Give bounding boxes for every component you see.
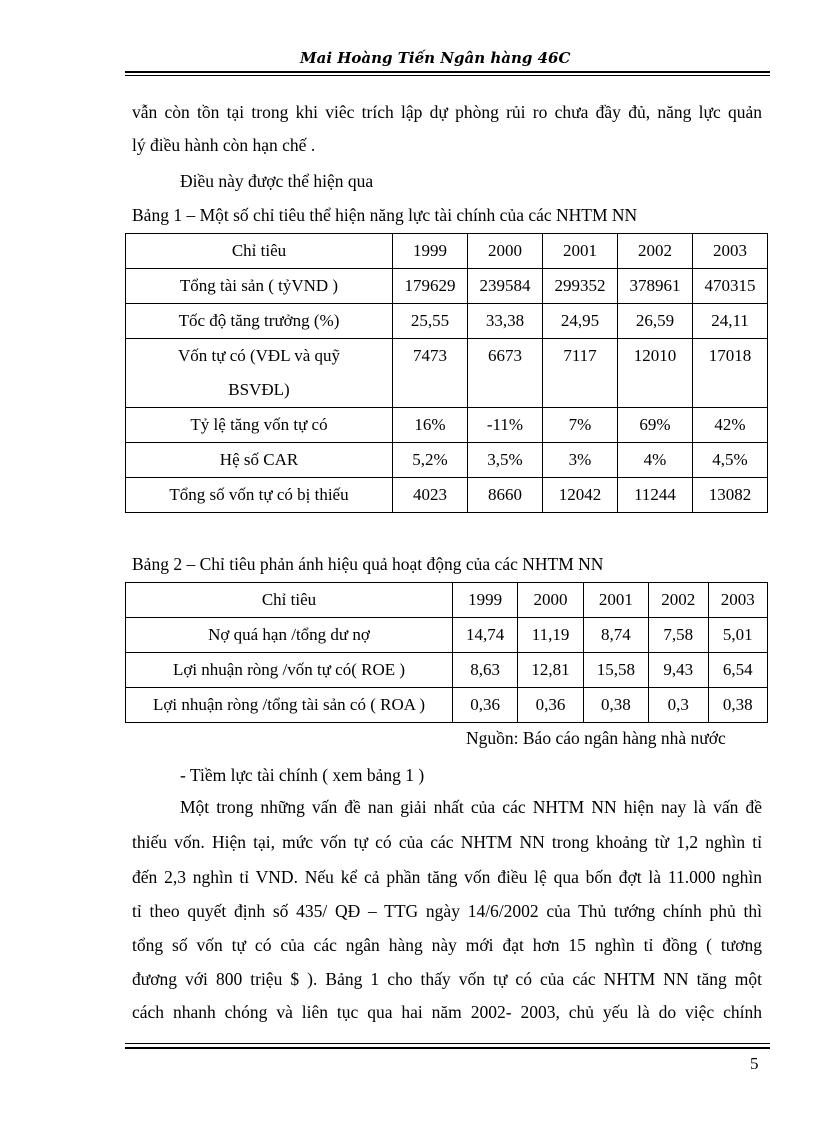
table-header-row	[126, 234, 768, 269]
footer-rule-thin	[125, 1043, 770, 1044]
table-cell: 378961	[618, 269, 693, 304]
table-header-cell: 2000	[518, 583, 583, 618]
table-cell: 3%	[543, 443, 618, 478]
table-cell: 11244	[618, 478, 693, 513]
table-header-cell: 2001	[543, 234, 618, 269]
body-line: tỉ theo quyết định số 435/ QĐ – TTG ngày 14/6/2002 của Thủ tướng chính phủ thì	[132, 901, 762, 921]
body-line: thiếu vốn. Hiện tại, mức vốn tự có của các NHTM NN trong khoảng từ 1,2 nghìn tỉ	[132, 832, 762, 852]
table-cell: 239584	[468, 269, 543, 304]
table-cell: 12042	[543, 478, 618, 513]
table-cell: -11%	[468, 408, 543, 443]
table-cell: 7%	[543, 408, 618, 443]
table1-caption: Bảng 1 – Một số chỉ tiêu thể hiện năng lực tài chính của các NHTM NN	[132, 205, 638, 225]
table-cell: 7473	[393, 339, 468, 408]
table-cell: Lợi nhuận ròng /vốn tự có( ROE )	[126, 653, 453, 688]
table-cell: 5,2%	[393, 443, 468, 478]
table-cell: 24,95	[543, 304, 618, 339]
table-row	[126, 478, 768, 513]
footer-rule	[125, 1047, 770, 1049]
table-header-cell: 2000	[468, 234, 543, 269]
table-cell: 9,43	[649, 653, 708, 688]
running-header: Mai Hoàng Tiến Ngân hàng 46C	[300, 49, 571, 67]
table-header-cell: 2001	[583, 583, 648, 618]
table-cell: 4%	[618, 443, 693, 478]
table-cell	[126, 339, 393, 408]
table-cell: 0,36	[518, 688, 583, 723]
table-cell: 6673	[468, 339, 543, 408]
table-cell-line: Vốn tự có (VĐL và quỹ	[177, 346, 341, 365]
table-cell: 179629	[393, 269, 468, 304]
table-header-cell: 2003	[708, 583, 768, 618]
table2-source: Nguồn: Báo cáo ngân hàng nhà nước	[466, 728, 726, 748]
table-cell: Tổng tài sản ( tỷVND )	[126, 269, 393, 304]
table-cell: 26,59	[618, 304, 693, 339]
table-cell: 12010	[618, 339, 693, 408]
table-cell: 3,5%	[468, 443, 543, 478]
intro-line-3: Điều này được thể hiện qua	[180, 171, 374, 191]
table-header-cell: 2003	[693, 234, 768, 269]
table-cell: 7117	[543, 339, 618, 408]
header-rule	[125, 71, 770, 73]
table-cell: 0,36	[453, 688, 518, 723]
table-row	[126, 688, 768, 723]
table-cell: 13082	[693, 478, 768, 513]
table-cell: 15,58	[583, 653, 648, 688]
body-line: Một trong những vấn đề nan giải nhất của các NHTM NN hiện nay là vấn đề	[180, 797, 762, 817]
table-cell: 6,54	[708, 653, 768, 688]
table2-caption: Bảng 2 – Chỉ tiêu phản ánh hiệu quả hoạt động của các NHTM NN	[132, 554, 604, 574]
table-row	[126, 653, 768, 688]
table-header-cell: 2002	[618, 234, 693, 269]
table-row	[126, 304, 768, 339]
table-cell: 33,38	[468, 304, 543, 339]
body-line: đến 2,3 nghìn tỉ VND. Nếu kể cả phần tăng vốn điều lệ qua bốn đợt là 11.000 nghìn	[132, 867, 762, 887]
table-cell: 0,38	[708, 688, 768, 723]
table-cell: 7,58	[649, 618, 708, 653]
subheading: - Tiềm lực tài chính ( xem bảng 1 )	[180, 765, 425, 785]
header-rule-thin	[125, 75, 770, 76]
table-cell: Tỷ lệ tăng vốn tự có	[126, 408, 393, 443]
table-header-cell: 2002	[649, 583, 708, 618]
table-cell: 470315	[693, 269, 768, 304]
table-cell: Tổng số vốn tự có bị thiếu	[126, 478, 393, 513]
table-header-cell: Chỉ tiêu	[126, 234, 393, 269]
page-number: 5	[750, 1054, 759, 1073]
table-cell: Hệ số CAR	[126, 443, 393, 478]
table-1	[125, 233, 768, 513]
table-cell: 42%	[693, 408, 768, 443]
table-header-cell: Chỉ tiêu	[126, 583, 453, 618]
table-cell: 17018	[693, 339, 768, 408]
table-header-cell: 1999	[453, 583, 518, 618]
table-cell: 69%	[618, 408, 693, 443]
table-row	[126, 618, 768, 653]
table-cell: 4023	[393, 478, 468, 513]
table-cell: Tốc độ tăng trưởng (%)	[126, 304, 393, 339]
table-cell: 16%	[393, 408, 468, 443]
table-cell: 8660	[468, 478, 543, 513]
table-cell: 14,74	[453, 618, 518, 653]
table-cell: 299352	[543, 269, 618, 304]
table-row	[126, 408, 768, 443]
body-line: tổng số vốn tự có của các ngân hàng này mới đạt hơn 15 nghìn tỉ đồng ( tương	[132, 935, 762, 955]
table-cell: 8,63	[453, 653, 518, 688]
table-cell: 0,38	[583, 688, 648, 723]
table-row	[126, 269, 768, 304]
table-header-row	[126, 583, 768, 618]
body-line: đương với 800 triệu $ ). Bảng 1 cho thấy vốn tự có của các NHTM NN tăng một	[132, 969, 762, 989]
body-line: cách nhanh chóng và liên tục qua hai năm 2002- 2003, chủ yếu là do việc chính	[132, 1002, 762, 1022]
table-cell: 25,55	[393, 304, 468, 339]
table-cell: 0,3	[649, 688, 708, 723]
table-2	[125, 582, 768, 723]
table-row	[126, 339, 768, 408]
table-header-cell: 1999	[393, 234, 468, 269]
table-cell-line: BSVĐL)	[228, 380, 290, 399]
table-cell: 11,19	[518, 618, 583, 653]
table-cell: 5,01	[708, 618, 768, 653]
table-cell: 12,81	[518, 653, 583, 688]
table-cell: 24,11	[693, 304, 768, 339]
table-cell: 8,74	[583, 618, 648, 653]
intro-line-2: lý điều hành còn hạn chế .	[132, 135, 316, 155]
table-row	[126, 443, 768, 478]
table-cell: Nợ quá hạn /tổng dư nợ	[126, 618, 453, 653]
table-cell: 4,5%	[693, 443, 768, 478]
table-cell: Lợi nhuận ròng /tổng tài sản có ( ROA )	[126, 688, 453, 723]
intro-line-1: vẫn còn tồn tại trong khi viêc trích lập dự phòng rủi ro chưa đầy đủ, năng lực quản	[132, 102, 762, 122]
